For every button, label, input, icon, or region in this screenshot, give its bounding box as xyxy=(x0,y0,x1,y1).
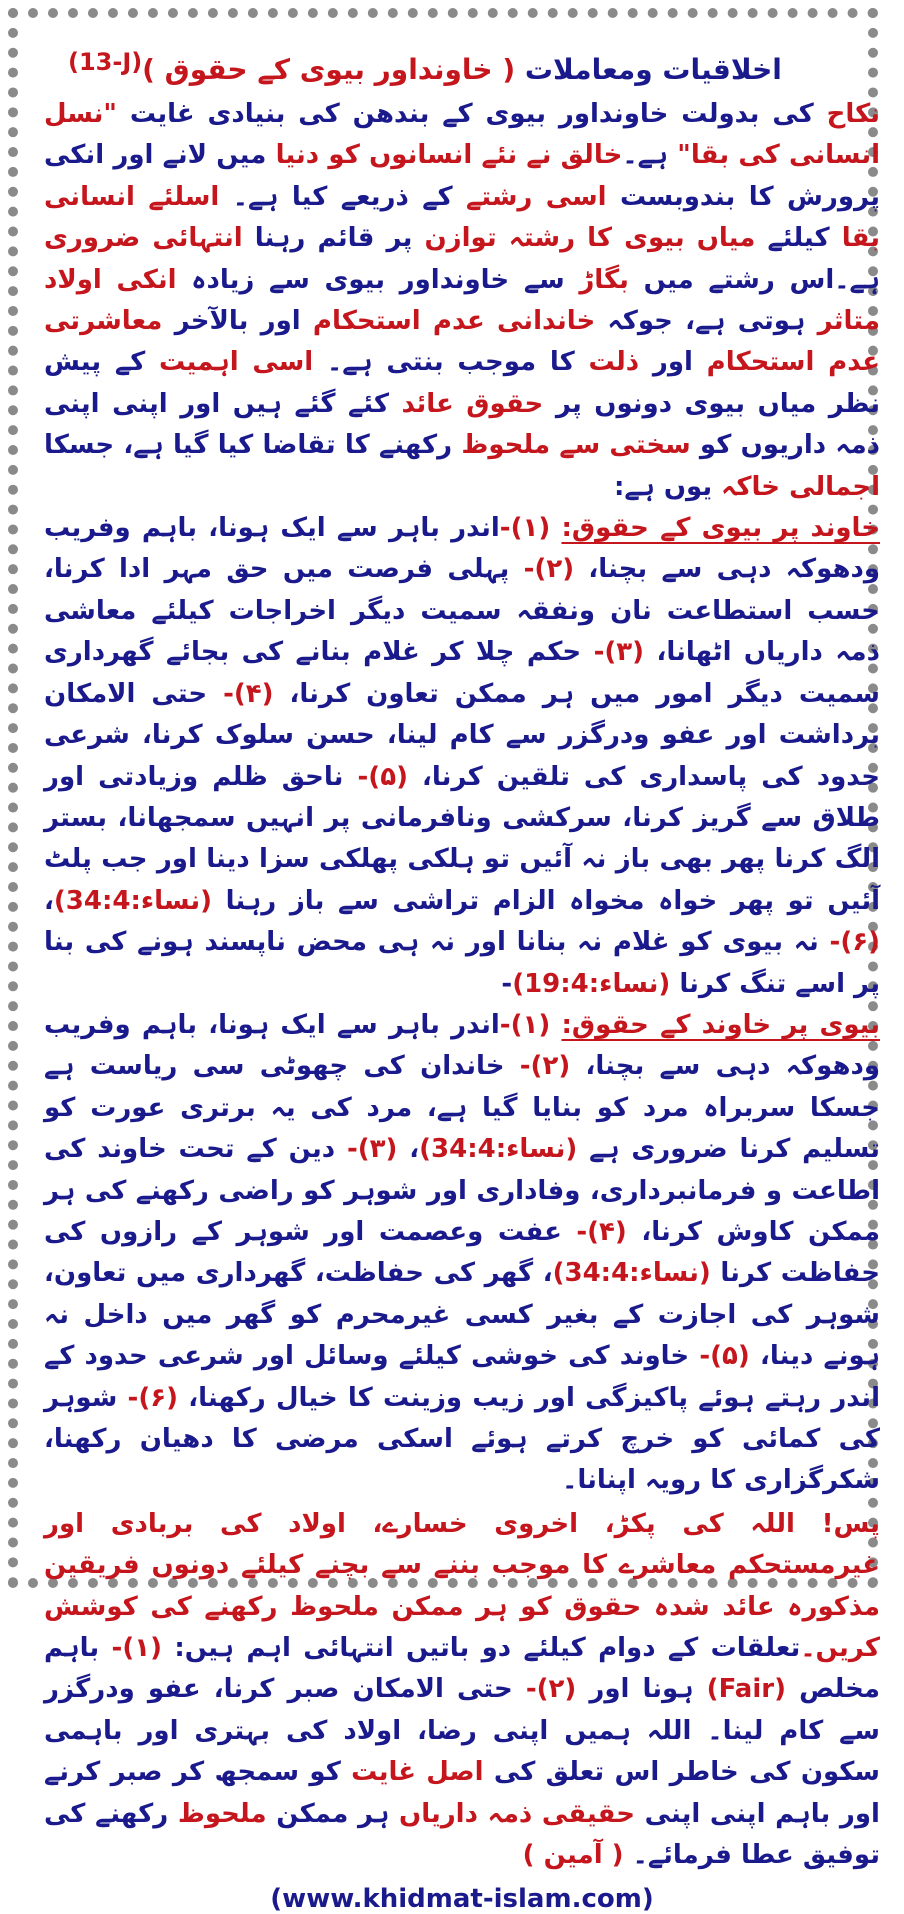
highlighted-text-run: حقوق عائد xyxy=(401,388,544,419)
text-run: سے خاونداور بیوی سے زیادہ xyxy=(176,264,580,295)
highlighted-text-run: (۳)- xyxy=(593,637,645,668)
highlighted-text-run: (Fair) xyxy=(706,1674,786,1705)
text-run: اللہ ہمیں اپنی رضا، اولاد کی بہتری اور باہمی سکون کی خاطر اس تعلق کی xyxy=(44,1715,880,1788)
highlighted-text-run: (۴)- xyxy=(576,1216,627,1247)
text-run: اندر باہر سے ایک ہونا، باہم وفریب ودھوکہ دہی سے بچنا، xyxy=(44,1009,880,1082)
text-run: ، xyxy=(44,885,54,916)
text-run: یوں ہے: xyxy=(613,471,722,502)
text-run: اور xyxy=(639,347,707,378)
highlighted-text-run: اسلئے انسانی بقا xyxy=(44,181,880,254)
website-link[interactable]: (www.khidmat-islam.com) xyxy=(270,1884,654,1914)
text-run: - xyxy=(501,968,513,999)
highlighted-text-run: انتہائی ضروری xyxy=(44,223,243,254)
highlighted-text-run: میاں بیوی کا رشتہ توازن xyxy=(424,223,756,254)
text-run: ہر ممکن xyxy=(266,1798,399,1829)
text-run: حتی الامکان برداشت اور عفو ودرگزر سے کام لینا، حسن سلوک کرنا، شرعی حدود کی پاسداری کی تلقین کرنا، xyxy=(44,678,880,792)
husband-duties-body xyxy=(44,513,880,998)
text-run: رکھنے کی توفیق عطا فرمائے۔ xyxy=(44,1798,880,1871)
text-run: ، گھر کی حفاظت، گھرداری میں تعاون، شوہر کی اجازت کے بغیر کسی غیرمحرم کو گھر میں داخل نہ ہونے دینا، xyxy=(44,1258,880,1372)
highlighted-text-run: ملحوظ xyxy=(177,1798,267,1829)
highlighted-text-run: اسی رشتے xyxy=(465,181,607,212)
highlighted-text-run: بگاڑ xyxy=(579,264,629,295)
highlighted-text-run: (نساء:34:4) xyxy=(552,1258,711,1289)
wife-duties-heading: بیوی پر خاوند کے حقوق: xyxy=(561,1009,880,1040)
highlighted-text-run: سختی سے ملحوظ xyxy=(461,430,691,461)
dotted-page-border xyxy=(8,8,881,1914)
highlighted-text-run: اسی اہمیت xyxy=(158,347,314,378)
highlighted-text-run: (۶)- xyxy=(127,1382,178,1413)
highlighted-text-run: "نسل انسانی کی بقا" xyxy=(44,99,880,171)
highlighted-text-run: (۵)- xyxy=(699,1341,750,1372)
text-run: ہونا اور xyxy=(576,1674,707,1705)
page-content xyxy=(44,40,881,1914)
highlighted-text-run: (۱)- xyxy=(499,513,551,544)
highlighted-text-run: معاشرتی عدم استحکام xyxy=(44,306,880,378)
text-run: کو سمجھ کر صبر کرنے اور باہم اپنی اپنی xyxy=(44,1757,880,1829)
highlighted-text-run: (۱)- xyxy=(111,1633,162,1664)
text-run: ناحق ظلم وزیادتی اور طلاق سے گریز کرنا، سرکشی ونافرمانی پر انہیں سمجھانا، بستر الگ کرنا پھر بھی باز نہ آئیں تو ہلکی پھلکی سزا دینا اور جب پلٹ آئیں تو پھر خواہ مخواہ الزام تراشی سے باز رہنا xyxy=(44,761,880,916)
title-topic: ( خاونداور بیوی کے حقوق ) xyxy=(142,53,516,86)
highlighted-text-run: (نساء:34:4) xyxy=(53,885,213,916)
highlighted-text-run: خالق نے نئے انسانوں کو دنیا xyxy=(275,140,623,171)
intro-paragraph xyxy=(44,94,880,508)
closing-paragraph xyxy=(44,1504,880,1877)
text-run: ، xyxy=(397,1134,420,1165)
text-run: ہوتی ہے، جوکہ xyxy=(595,306,818,337)
text-run: ہے۔اس رشتے میں xyxy=(628,264,880,295)
text-run: کیلئے xyxy=(755,223,842,254)
highlighted-text-run: ( آمین ) xyxy=(522,1840,624,1871)
text-run: خاوند کی خوشی کیلئے وسائل اور شرعی حدود کے اندر رہتے ہوئے پاکیزگی اور زیب وزینت کا خیال رکھنا، xyxy=(44,1341,880,1413)
text-run: نہ بیوی کو غلام نہ بنانا اور نہ ہی محض ناپسند ہونے کی بنا پر اسے تنگ کرنا xyxy=(44,927,880,999)
highlighted-text-run: (نساء:34:4) xyxy=(419,1134,578,1165)
highlighted-text-run: (۲)- xyxy=(525,1674,577,1705)
title-category: اخلاقیات ومعاملات xyxy=(524,53,782,86)
text-run: کی بدولت خاونداور بیوی کے بندھن کی بنیادی غایت xyxy=(116,99,827,129)
text-run: خاندان کی چھوٹی سی ریاست ہے جسکا سربراہ مرد کو بنایا گیا ہے، مرد کی یہ برتری عورت کو تسلیم کرنا ضروری ہے xyxy=(44,1051,880,1165)
text-run: شوہر کی کمائی کو خرچ کرتے ہوئے اسکی مرضی کا دھیان رکھنا، شکرگزاری کا رویہ اپنانا۔ xyxy=(44,1382,880,1496)
text-run: دین کے تحت خاوند کی اطاعت و فرمانبرداری، وفاداری اور شوہر کو راضی رکھنے کی ہر ممکن کاوش کرنا، xyxy=(44,1134,880,1247)
wife-duties-section xyxy=(44,1005,880,1502)
highlighted-text-run: (۲)- xyxy=(523,554,575,585)
text-run: پر قائم رہنا xyxy=(242,223,425,254)
husband-duties-heading: خاوند پر بیوی کے حقوق: xyxy=(561,513,880,544)
text-run: تعلقات کے دوام کیلئے دو باتیں انتہائی اہم ہیں: xyxy=(161,1633,801,1664)
text-run: میں لانے اور انکی پرورش کا بندوبست xyxy=(44,140,880,212)
text-run: اندر باہر سے ایک ہونا، باہم وفریب ودھوکہ دہی سے بچنا، xyxy=(44,513,880,585)
text-run: کے ذریعے کیا ہے۔ xyxy=(219,181,466,212)
highlighted-text-run: اصل غایت xyxy=(351,1757,484,1788)
highlighted-text-run: (۴)- xyxy=(223,678,274,709)
text-run: ہے۔ xyxy=(622,140,678,171)
highlighted-text-run: انکی اولاد متاثر xyxy=(44,264,880,337)
highlighted-text-run: پس! اللہ کی پکڑ، اخروی خسارے، اولاد کی بربادی اور غیرمستحکم معاشرے کا موجب بننے سے بچنے کیلئے دونوں فریقین مذکورہ عائد شدہ حقوق کو ہر ممکن ملحوظ رکھنے کی کوشش کریں۔ xyxy=(44,1508,881,1664)
highlighted-text-run: (۶)- xyxy=(829,927,880,958)
text-run: کئے گئے ہیں اور اپنی اپنی ذمہ داریوں کو xyxy=(44,388,881,461)
text-run: پہلی فرصت میں حق مہر ادا کرنا، حسب استطاعت نان ونفقہ سمیت دیگر اخراجات کیلئے معاشی ذمہ داریاں اٹھانا، xyxy=(44,554,880,668)
highlighted-text-run: ذلت xyxy=(588,347,640,378)
husband-duties-section xyxy=(44,508,880,1005)
text-run: عفت وعصمت اور شوہر کے رازوں کی حفاظت کرنا xyxy=(44,1216,880,1289)
wife-duties-body xyxy=(44,1010,880,1495)
text-run: حتی الامکان صبر کرنا، عفو ودرگزر سے کام لینا۔ xyxy=(44,1674,880,1746)
highlighted-text-run: اجمالی خاکہ xyxy=(721,471,880,502)
text-run: باہم مخلص xyxy=(44,1633,881,1705)
highlighted-text-run: (۱)- xyxy=(499,1009,551,1040)
text-run: حکم چلا کر غلام بنانے کی بجائے گھرداری سمیت دیگر امور میں ہر ممکن تعاون کرنا، xyxy=(44,637,880,709)
highlighted-text-run: (نساء:19:4) xyxy=(512,968,671,999)
highlighted-text-run: (۲)- xyxy=(519,1051,571,1082)
page-id-label: (13-J) xyxy=(68,48,143,76)
text-run: کے پیش نظر میاں بیوی دونوں پر xyxy=(44,347,881,419)
highlighted-text-run: خاندانی عدم استحکام xyxy=(312,306,596,337)
highlighted-text-run: (۳)- xyxy=(346,1134,398,1165)
page-title xyxy=(44,46,880,94)
highlighted-text-run: حقیقی ذمہ داریاں xyxy=(399,1798,635,1829)
highlighted-text-run: (۵)- xyxy=(357,761,408,792)
text-run: کا موجب بنتی ہے۔ xyxy=(313,347,589,378)
highlighted-text-run: نکاح xyxy=(826,99,880,129)
text-run: رکھنے کا تقاضا کیا گیا ہے، جسکا xyxy=(44,430,462,461)
text-run: اور بالآخر xyxy=(162,306,313,337)
